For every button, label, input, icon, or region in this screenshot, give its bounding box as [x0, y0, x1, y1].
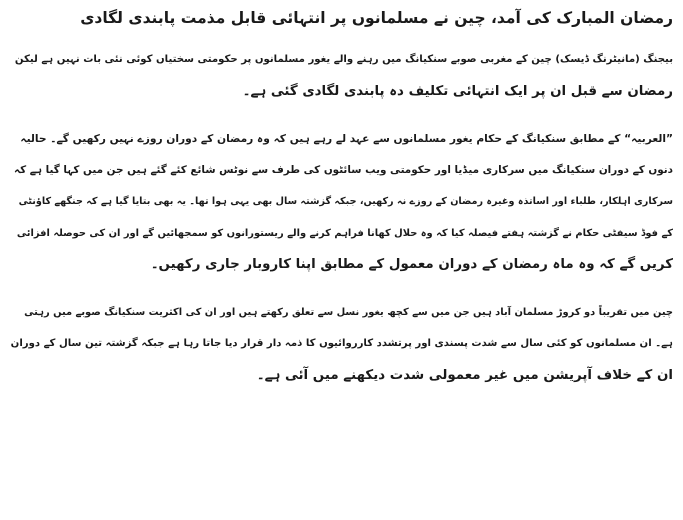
- paragraph-line: ”العربیہ“ کے مطابق سنکیانگ کے حکام یغور مسلمانوں سے عہد لے رہے ہیں کہ وہ رمضان کے دوران روزے نہیں رکھیں گے۔ حالیہ: [20, 132, 673, 145]
- paragraph-line: کے فوڈ سیفٹی حکام نے گزشتہ ہفتے فیصلہ کیا کہ وہ حلال کھانا فراہم کرنے والے ریستورانوں کو سمجھائیں گے اور ان کی حوصلہ افزائی: [16, 227, 673, 239]
- paragraph-line: بیجنگ (مانیٹرنگ ڈیسک) چین کے مغربی صوبے سنکیانگ میں رہنے والے یغور مسلمانوں پر حکومتی سختیاں کوئی نئی بات نہیں ہے لیکن: [14, 54, 673, 65]
- paragraph-line: ہے۔ ان مسلمانوں کو کئی سال سے شدت پسندی اور پرتشدد کارروائیوں کا ذمہ دار قرار دیا جاتا رہا ہے جبکہ گزشتہ تین سال کے دوران: [10, 338, 673, 349]
- article-paragraph-1: [10, 44, 673, 107]
- paragraph-line: رمضان سے قبل ان پر ایک انتہائی تکلیف دہ پابندی لگادی گئی ہے۔: [242, 83, 673, 99]
- paragraph-line: دنوں کے دوران سنکیانگ میں سرکاری میڈیا اور حکومتی ویب سائٹوں کی طرف سے نوٹس شائع کئے گئے ہیں جن میں کہا گیا ہے کہ: [14, 163, 673, 176]
- article-paragraph-2: [10, 123, 673, 281]
- paragraph-line: چین میں تقریباً دو کروڑ مسلمان آباد ہیں جن میں سے کچھ یغور نسل سے تعلق رکھتے ہیں اور ان کی اکثریت سنکیانگ صوبے میں رہتی: [24, 306, 673, 318]
- article-paragraph-3: [10, 297, 673, 392]
- paragraph-line: ان کے خلاف آپریشن میں غیر معمولی شدت دیکھنے میں آئی ہے۔: [256, 367, 673, 383]
- article-headline: رمضان المبارک کی آمد، چین نے مسلمانوں پر انتہائی قابل مذمت پابندی لگادی: [80, 9, 673, 27]
- paragraph-line: کریں گے کہ وہ ماہ رمضان کے دوران معمول کے مطابق اپنا کاروبار جاری رکھیں۔: [150, 257, 673, 272]
- paragraph-line: سرکاری اہلکار، طلباء اور اساتذہ وغیرہ رمضان کے روزے نہ رکھیں، جبکہ گزشتہ سال بھی یہی ہوا تھا۔ یہ بھی بتایا گیا ہے کہ جنگھے کاؤنٹی: [18, 196, 673, 207]
